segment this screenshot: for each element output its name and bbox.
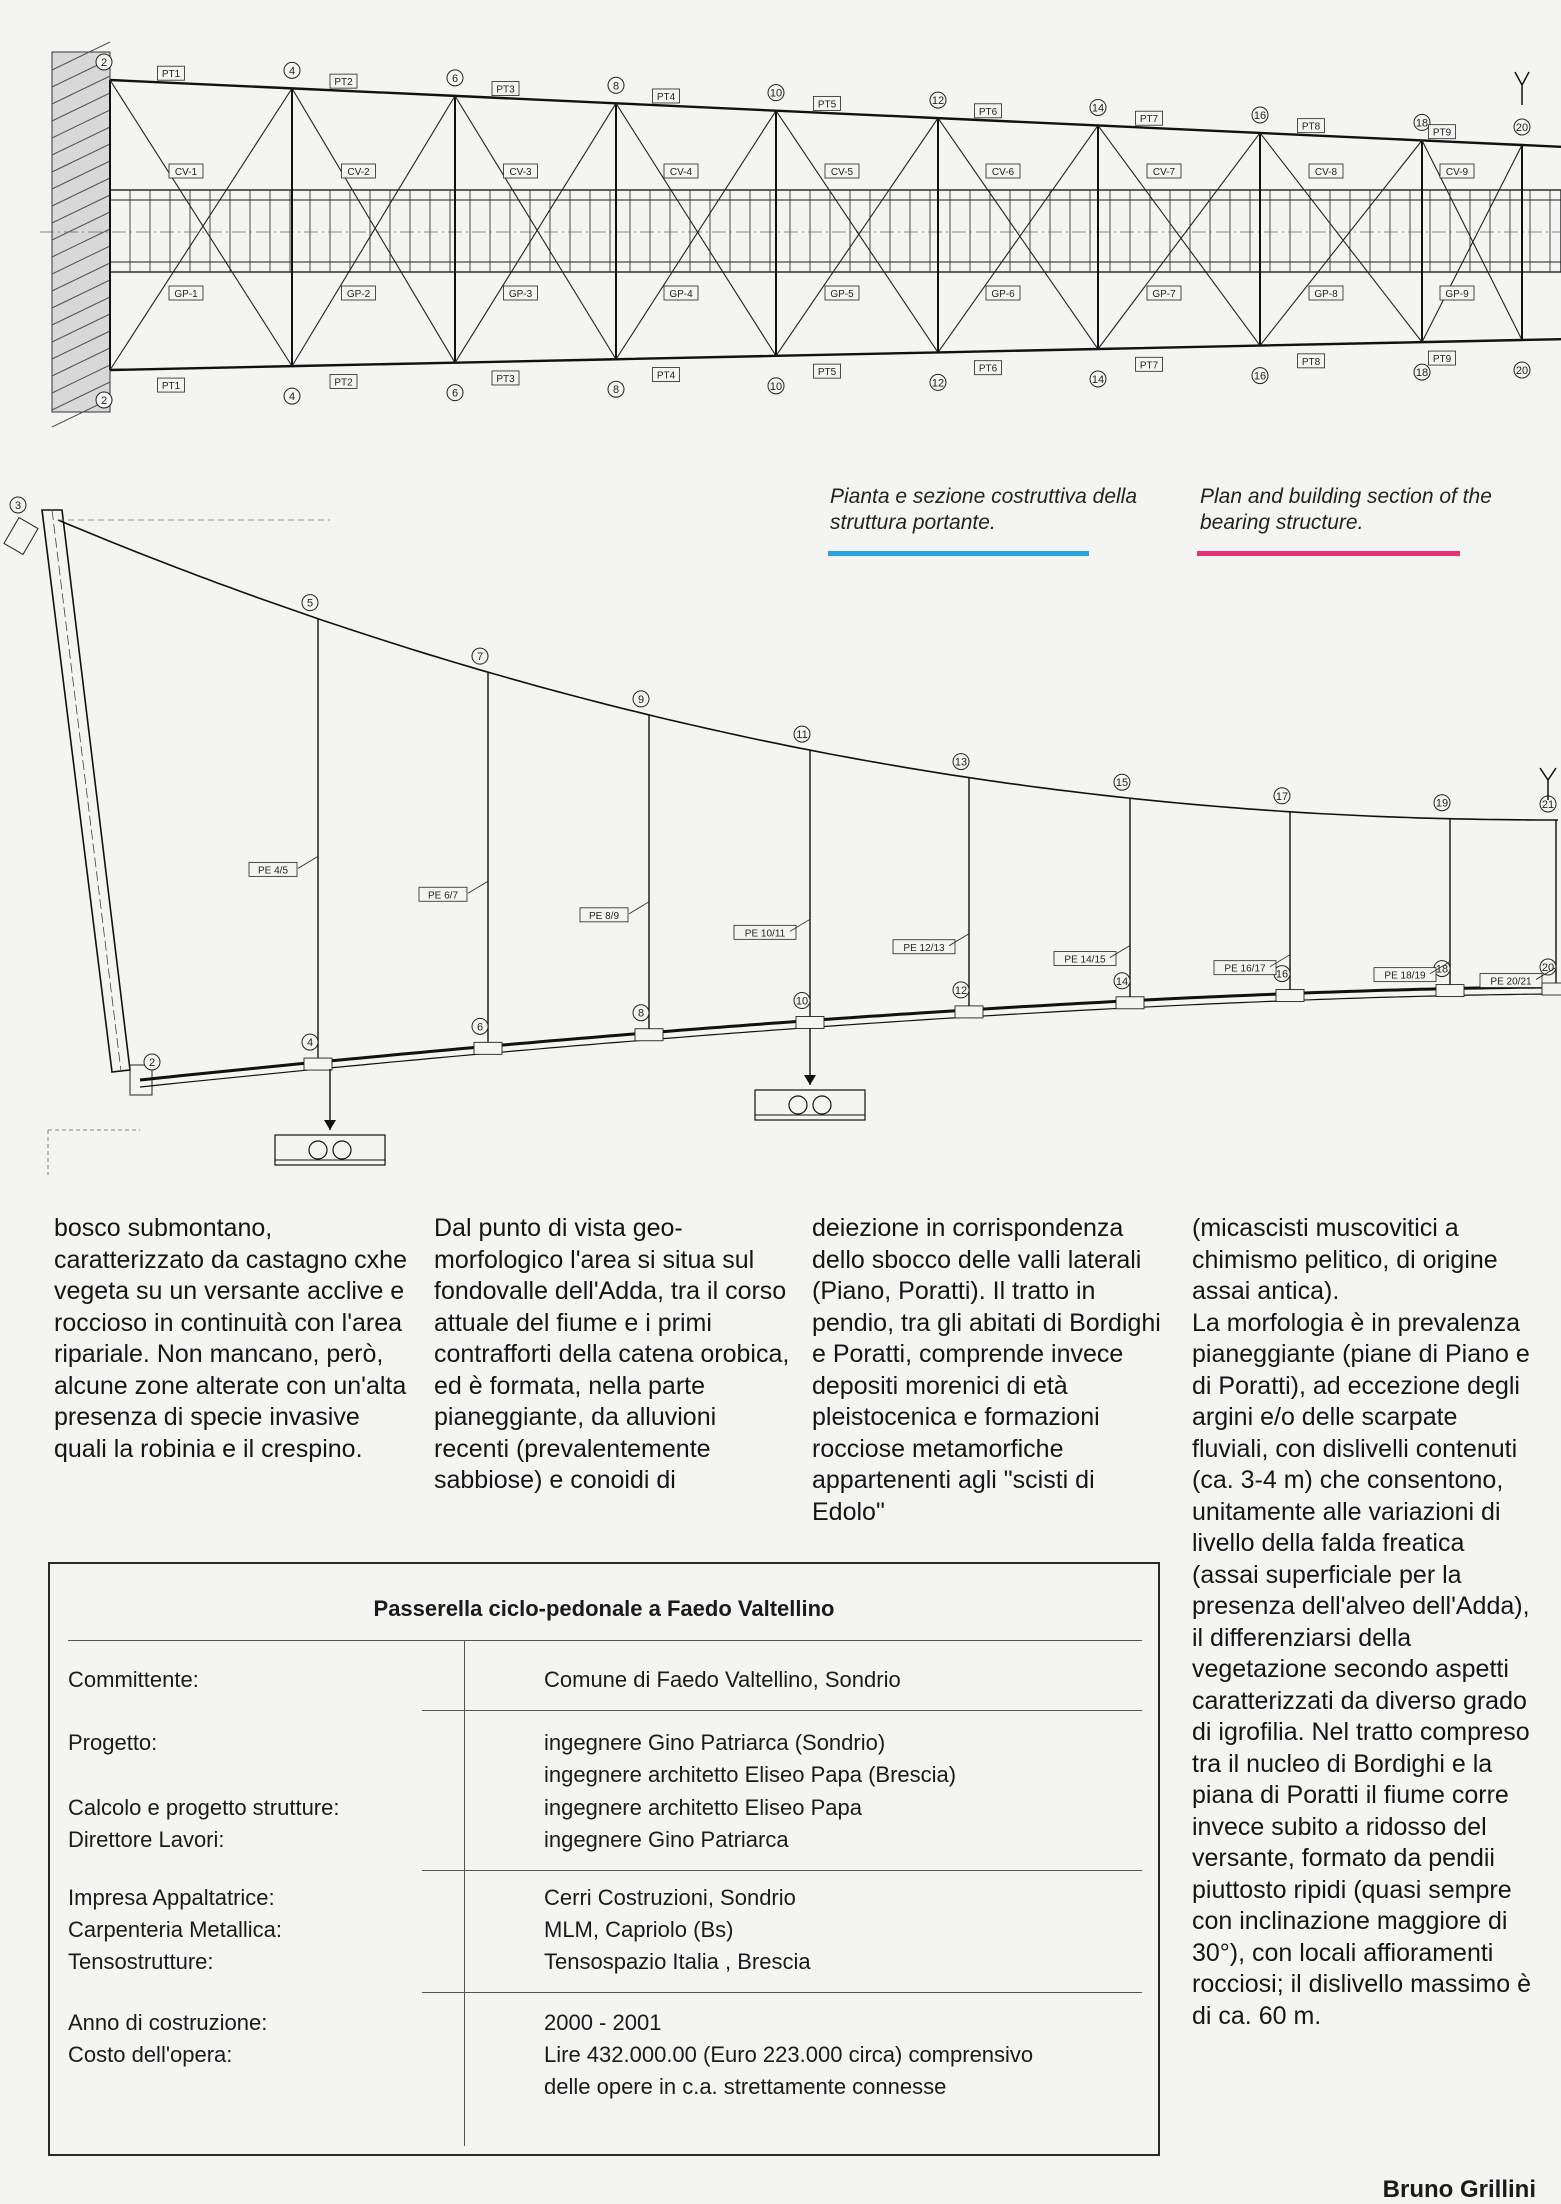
- text-column-3: deiezione in corrispondenza dello sbocco delle valli laterali (Piano, Poratti). Il tratto in pendio, tra gli abitati di Bordighi e Poratti, comprende invece depositi morenici di età pleistocenica e formazioni rocciose metamorfiche appartenenti agli "scisti di Edolo": [812, 1214, 1161, 1526]
- section-node-lower-text: 4: [306, 1037, 314, 1050]
- section-node-lower: [1114, 973, 1130, 989]
- plan-label-pt-top: [158, 66, 185, 80]
- plan-diagonal: [938, 125, 1098, 352]
- plan-diagonal: [938, 118, 1098, 349]
- main-cable: [58, 520, 1558, 820]
- plan-label-pt-bottom: [492, 371, 519, 385]
- plan-node-top-text: 12: [931, 95, 945, 108]
- plan-node-top-text: 20: [1515, 122, 1529, 134]
- committente-value: Comune di Faedo Valtellino, Sondrio: [544, 1667, 901, 1692]
- section-label-pe-text: PE 4/5: [257, 865, 289, 877]
- section-node-lower-text: 10: [795, 995, 809, 1008]
- costo-value: [544, 2039, 1154, 2103]
- plan-label-pt-bottom: [975, 361, 1002, 375]
- plan-label-pt-top: [1429, 125, 1456, 139]
- plan-node-bottom: [930, 374, 946, 390]
- plan-label-pt-bottom-text: PT1: [161, 381, 181, 393]
- section-label-pe-text: PE 12/13: [903, 942, 945, 954]
- plan-label-cv-text: CV-7: [1152, 167, 1176, 178]
- plan-node-bottom: [447, 385, 463, 401]
- direttore-value: ingegnere Gino Patriarca: [544, 1827, 789, 1852]
- plan-node-bottom-text: 16: [1253, 370, 1267, 383]
- plan-label-gp: [664, 286, 698, 300]
- costo-value-line-2: delle opere in c.a. strettamente connesse: [544, 2074, 947, 2099]
- plan-label-gp: [1440, 286, 1474, 300]
- plan-label-pt-bottom-text: PT7: [1139, 360, 1159, 372]
- anno-value: 2000 - 2001: [544, 2010, 662, 2035]
- section-node-upper-text: 17: [1275, 790, 1289, 803]
- plan-label-gp: [825, 286, 859, 300]
- deck-profile-lower: [140, 994, 1560, 1087]
- plan-diagonal: [616, 111, 776, 360]
- caption-english: Plan and building section of the bearing structure.: [1200, 485, 1492, 534]
- plan-label-pt-bottom-text: PT3: [496, 373, 515, 385]
- leader-line: [298, 856, 318, 868]
- section-node-lower-text: 8: [637, 1007, 645, 1020]
- plan-label-pt-top: [814, 96, 841, 110]
- section-view: [4, 497, 1561, 1175]
- plan-label-pt-bottom: [158, 378, 185, 392]
- author-name: Bruno Grillini: [1382, 2176, 1536, 2203]
- plan-label-gp: [1309, 286, 1343, 300]
- carpenteria-label: Carpenteria Metallica:: [68, 1917, 282, 1942]
- plan-label-pt-bottom-text: PT8: [1301, 356, 1321, 368]
- plan-wall: [52, 42, 110, 427]
- plan-label-cv: [504, 164, 538, 178]
- plan-node-top-text: 14: [1091, 102, 1105, 115]
- section-node-upper-text: 13: [954, 756, 968, 769]
- plan-label-cv-text: CV-8: [1314, 167, 1338, 178]
- plan-node-top-text: 16: [1253, 109, 1267, 122]
- plan-label-cv-text: CV-5: [830, 167, 854, 178]
- plan-diagonal: [455, 103, 616, 362]
- plan-label-pt-bottom: [1136, 357, 1163, 371]
- plan-label-gp-text: GP-4: [669, 289, 693, 300]
- section-label-pe-text: PE 14/15: [1064, 954, 1106, 966]
- deck-joint: [1436, 985, 1464, 997]
- plan-label-gp-text: GP-6: [991, 289, 1015, 300]
- plan-label-pt-top-text: PT1: [161, 69, 181, 81]
- plan-node-top-text: 8: [612, 80, 620, 93]
- plan-label-pt-bottom: [653, 368, 680, 382]
- plan-diagonal: [110, 80, 292, 366]
- plan-node-bottom-text: 6: [451, 387, 459, 400]
- project-info-box: [48, 1562, 1160, 2156]
- deck-joint: [1542, 983, 1561, 995]
- plan-label-pt-top-text: PT4: [656, 91, 676, 103]
- section-label-pe: [1054, 952, 1116, 966]
- plan-label-pt-bottom-text: PT5: [817, 367, 837, 379]
- plan-diagonal: [616, 103, 776, 356]
- section-node-pylon: [10, 497, 26, 513]
- plan-label-cv: [342, 164, 376, 178]
- plan-node-top: [1252, 107, 1268, 123]
- plan-diagonal: [292, 88, 455, 362]
- section-node-upper: [1114, 774, 1130, 790]
- plan-node-bottom-text: 14: [1091, 374, 1105, 387]
- plan-node-top: [447, 70, 463, 86]
- section-label-pe-text: PE 8/9: [588, 910, 620, 922]
- plan-node-bottom: [1414, 364, 1430, 380]
- section-label-pe: [1214, 961, 1276, 975]
- section-label-pe: [580, 908, 628, 922]
- plan-label-pt-bottom: [1298, 354, 1325, 368]
- plan-label-pt-top: [1298, 119, 1325, 133]
- section-node-lower-text: 12: [954, 984, 968, 997]
- plan-label-pt-top: [975, 104, 1002, 118]
- plan-label-gp-text: GP-8: [1314, 289, 1338, 300]
- section-label-pe-text: PE 18/19: [1384, 970, 1426, 982]
- section-node-lower-text: 20: [1541, 962, 1555, 975]
- section-node-upper-text: 7: [476, 651, 484, 664]
- plan-node-bottom-text: 18: [1415, 367, 1429, 380]
- info-divider: [422, 1870, 1142, 1871]
- support-detail: [275, 1135, 385, 1165]
- plan-label-cv-text: CV-1: [174, 167, 198, 178]
- section-node-upper-text: 5: [306, 597, 314, 610]
- carpenteria-value: MLM, Capriolo (Bs): [544, 1917, 734, 1942]
- plan-label-cv: [1309, 164, 1343, 178]
- section-node-upper: [953, 754, 969, 770]
- deck-joint: [1276, 990, 1304, 1002]
- info-divider: [422, 1992, 1142, 1993]
- north-arrow-icon: [1540, 768, 1556, 800]
- direttore-label: Direttore Lavori:: [68, 1827, 225, 1852]
- plan-label-cv-text: CV-6: [991, 167, 1015, 178]
- progetto-label: Progetto:: [68, 1730, 158, 1755]
- section-label-pe: [893, 940, 955, 954]
- plan-label-pt-top-text: PT6: [978, 106, 998, 118]
- plan-label-gp-text: GP-9: [1445, 289, 1469, 300]
- plan-node-bottom: [1090, 371, 1106, 387]
- text-column-4: [1192, 1213, 1537, 2032]
- deck-joint: [796, 1017, 824, 1029]
- plan-node-top-text: 6: [451, 72, 459, 85]
- plan-diagonal: [1098, 125, 1260, 345]
- top-chord: [110, 80, 1561, 147]
- plan-label-cv: [169, 164, 203, 178]
- text-column-1: bosco submontano, caratterizzato da castagno cxhe vegeta su un versante acclive e roccioso in continuità con l'area ripariale. Non mancano, però, alcune zone alterate con un'alta presenza di specie invasive quali la robinia e il crespino.: [54, 1214, 407, 1463]
- section-node-upper: [472, 648, 488, 664]
- section-node-upper-text: 19: [1435, 797, 1449, 810]
- plan-node-top-text: 4: [288, 65, 296, 78]
- plan-label-cv: [1147, 164, 1181, 178]
- section-node-upper: [302, 595, 318, 611]
- plan-node-bottom: [608, 381, 624, 397]
- section-label-pe: [249, 862, 297, 876]
- plan-view: [40, 54, 1561, 408]
- section-label-pe-text: PE 6/7: [427, 890, 459, 902]
- plan-node-bottom: [96, 392, 112, 408]
- section-node-lower: [953, 982, 969, 998]
- plan-label-cv: [1440, 164, 1474, 178]
- plan-label-cv-text: CV-2: [347, 167, 370, 178]
- plan-node-top-text: 10: [769, 87, 783, 100]
- plan-label-pt-top: [492, 82, 519, 96]
- section-label-pe: [1480, 974, 1542, 988]
- section-node-lower-text: 16: [1275, 968, 1289, 981]
- plan-node-bottom: [1514, 362, 1530, 378]
- plan-label-cv-text: CV-3: [509, 167, 532, 178]
- deck-joint: [635, 1029, 663, 1041]
- plan-node-bottom: [768, 378, 784, 394]
- section-node-pylon-text: 3: [14, 500, 22, 512]
- plan-node-bottom: [284, 388, 300, 404]
- pylon: [42, 510, 130, 1072]
- plan-label-pt-top-text: PT7: [1139, 114, 1159, 126]
- leader-line: [468, 881, 488, 893]
- impresa-value: Cerri Costruzioni, Sondrio: [544, 1885, 796, 1910]
- plan-label-pt-bottom-text: PT6: [978, 363, 998, 375]
- plan-node-bottom-text: 8: [612, 384, 620, 397]
- plan-node-bottom-text: 12: [931, 377, 945, 390]
- costo-label: Costo dell'opera:: [68, 2042, 233, 2067]
- progetto-value-line-1: ingegnere Gino Patriarca (Sondrio): [544, 1730, 886, 1755]
- plan-node-top: [608, 77, 624, 93]
- section-node-lower: [472, 1018, 488, 1034]
- plan-diagonal: [776, 118, 938, 356]
- caption-italian: Pianta e sezione costruttiva della struttura portante.: [830, 485, 1138, 534]
- plan-label-pt-top: [653, 89, 680, 103]
- caption-italian-underline: [828, 551, 1089, 556]
- tensostrutture-label: Tensostrutture:: [68, 1949, 214, 1974]
- plan-label-pt-bottom: [814, 364, 841, 378]
- plan-label-cv: [664, 164, 698, 178]
- plan-label-gp: [342, 286, 376, 300]
- deck-joint: [955, 1006, 983, 1018]
- plan-label-cv: [825, 164, 859, 178]
- plan-label-pt-top-text: PT9: [1432, 127, 1452, 139]
- plan-label-pt-bottom-text: PT9: [1432, 354, 1452, 366]
- support-bolt-icon: [309, 1141, 327, 1159]
- plan-label-gp-text: GP-7: [1152, 289, 1176, 300]
- plan-label-gp-text: GP-1: [174, 289, 198, 300]
- plan-node-top-text: 2: [100, 57, 108, 69]
- plan-label-pt-top-text: PT8: [1301, 121, 1321, 133]
- deck-joint: [304, 1058, 332, 1070]
- info-column-divider: [464, 1640, 465, 2146]
- plan-label-pt-top: [1136, 111, 1163, 125]
- plan-label-pt-bottom-text: PT4: [656, 370, 676, 382]
- info-divider: [422, 1710, 1142, 1711]
- plan-node-top: [96, 54, 112, 70]
- anno-label: Anno di costruzione:: [68, 2010, 268, 2035]
- calcolo-value: ingegnere architetto Eliseo Papa: [544, 1795, 862, 1820]
- plan-label-gp-text: GP-2: [346, 289, 371, 300]
- section-node-lower-text: 6: [476, 1021, 484, 1034]
- section-node-upper: [633, 691, 649, 707]
- info-divider-top: [68, 1640, 1142, 1641]
- plan-label-pt-bottom: [330, 374, 357, 388]
- progetto-value-line-2: ingegnere architetto Eliseo Papa (Brescia): [544, 1762, 957, 1787]
- leader-line: [629, 902, 649, 914]
- text-column-4-intro: (micascisti muscovitici a chimismo pelitico, di origine assai antica).: [1192, 1214, 1498, 1305]
- plan-label-pt-top: [330, 74, 357, 88]
- deck-joint: [474, 1042, 502, 1054]
- north-arrow-icon: [1515, 72, 1529, 105]
- deck-joint: [1116, 997, 1144, 1009]
- plan-node-bottom-text: 2: [100, 395, 108, 407]
- text-column-4-body: La morfologia è in prevalenza pianeggiante (piane di Piano e di Poratti), ad eccezione degli argini e/o delle scarpate fluviali, con dislivelli contenuti (ca. 3-4 m) che consentono, unitamente alle variazioni di livello della falda freatica (assai superficiale per la presenza dell'alveo dell'Adda), il differenziarsi della vegetazione secondo aspetti caratterizzati da diverso grado di igrofilia. Nel tratto compreso tra il nucleo di Bordighi e la piana di Poratti il fiume corre invece subito a ridosso del versante, formato da pendii piuttosto ripidi (quasi sempre con inclinazione maggiore di 30°), con locali affioramenti rocciosi; il dislivello massimo è di ca. 60 m.: [1192, 1308, 1531, 2030]
- section-node-upper: [1434, 795, 1450, 811]
- section-node-upper-text: 9: [637, 693, 645, 706]
- support-bolt-icon: [333, 1141, 351, 1159]
- text-column-2: Dal punto di vista geo-morfologico l'area si situa sul fondovalle dell'Adda, tra il corso attuale del fiume e i primi contrafforti della catena orobica, ed è formata, nella parte pianeggiante, da alluvioni recenti (prevalentemente sabbiose) e conoidi di: [434, 1214, 790, 1494]
- section-node-lower: [302, 1034, 318, 1050]
- progetto-value: [544, 1727, 1144, 1791]
- committente-label: Committente:: [68, 1667, 199, 1692]
- impresa-label: Impresa Appaltatrice:: [68, 1885, 275, 1910]
- plan-label-gp: [504, 286, 538, 300]
- plan-label-gp: [1147, 286, 1181, 300]
- section-node-lower-text: 18: [1435, 963, 1449, 976]
- plan-node-top: [930, 92, 946, 108]
- plan-node-top-text: 18: [1415, 117, 1429, 130]
- plan-label-cv-text: CV-9: [1445, 167, 1469, 178]
- support-arrow-icon: [324, 1120, 336, 1130]
- plan-node-top: [284, 62, 300, 78]
- plan-label-pt-top-text: PT5: [817, 99, 837, 111]
- pylon-axis: [52, 510, 121, 1071]
- section-node-upper: [1274, 788, 1290, 804]
- section-node-lower: [1274, 966, 1290, 982]
- section-label-pe-text: PE 16/17: [1224, 963, 1266, 975]
- plan-node-top: [1414, 114, 1430, 130]
- plan-label-pt-top-text: PT2: [334, 77, 353, 89]
- pylon-anchor: [4, 518, 38, 555]
- tensostrutture-value: Tensospazio Italia , Brescia: [544, 1949, 811, 1974]
- support-bolt-icon: [813, 1096, 831, 1114]
- section-label-pe: [734, 925, 796, 939]
- plan-node-bottom-text: 20: [1515, 365, 1529, 377]
- plan-diagonal: [776, 111, 938, 353]
- plan-diagonal: [455, 96, 616, 359]
- support-arrow-icon: [804, 1075, 816, 1085]
- plan-diagonal: [110, 88, 292, 370]
- calcolo-label: Calcolo e progetto strutture:: [68, 1795, 340, 1820]
- support-bolt-icon: [789, 1096, 807, 1114]
- section-node-lower: [794, 993, 810, 1009]
- plan-label-cv: [986, 164, 1020, 178]
- section-node-upper: [794, 726, 810, 742]
- section-node-abutment-text: 2: [148, 1057, 156, 1069]
- section-node-upper-text: 21: [1541, 798, 1555, 811]
- plan-label-gp-text: GP-5: [830, 289, 854, 300]
- section-node-lower-text: 14: [1115, 975, 1129, 988]
- support-detail: [755, 1090, 865, 1120]
- info-box-title: Passerella ciclo-pedonale a Faedo Valtellino: [373, 1596, 835, 1621]
- section-node-upper-text: 15: [1115, 777, 1129, 790]
- plan-node-top: [1090, 99, 1106, 115]
- section-node-upper-text: 11: [796, 729, 808, 742]
- plan-node-bottom-text: 4: [288, 391, 296, 404]
- section-label-pe-text: PE 10/11: [744, 928, 786, 940]
- plan-node-top: [768, 85, 784, 101]
- plan-label-pt-bottom: [1429, 351, 1456, 365]
- section-label-pe-text: PE 20/21: [1490, 976, 1532, 988]
- section-label-pe: [1374, 968, 1436, 982]
- caption-english-underline: [1197, 551, 1460, 556]
- deck-outline: [110, 190, 1561, 272]
- plan-label-pt-bottom-text: PT2: [334, 377, 353, 389]
- section-node-abutment: [144, 1054, 160, 1070]
- costo-value-line-1: Lire 432.000.00 (Euro 223.000 circa) comprensivo: [544, 2042, 1034, 2067]
- plan-node-top: [1514, 119, 1530, 135]
- plan-diagonal: [292, 96, 455, 366]
- section-label-pe: [419, 887, 467, 901]
- plan-label-cv-text: CV-4: [669, 167, 693, 178]
- plan-node-bottom-text: 10: [769, 380, 783, 393]
- plan-label-pt-top-text: PT3: [496, 84, 515, 96]
- section-node-lower: [633, 1005, 649, 1021]
- plan-label-gp: [169, 286, 203, 300]
- plan-label-gp-text: GP-3: [508, 289, 533, 300]
- plan-node-bottom: [1252, 368, 1268, 384]
- plan-label-gp: [986, 286, 1020, 300]
